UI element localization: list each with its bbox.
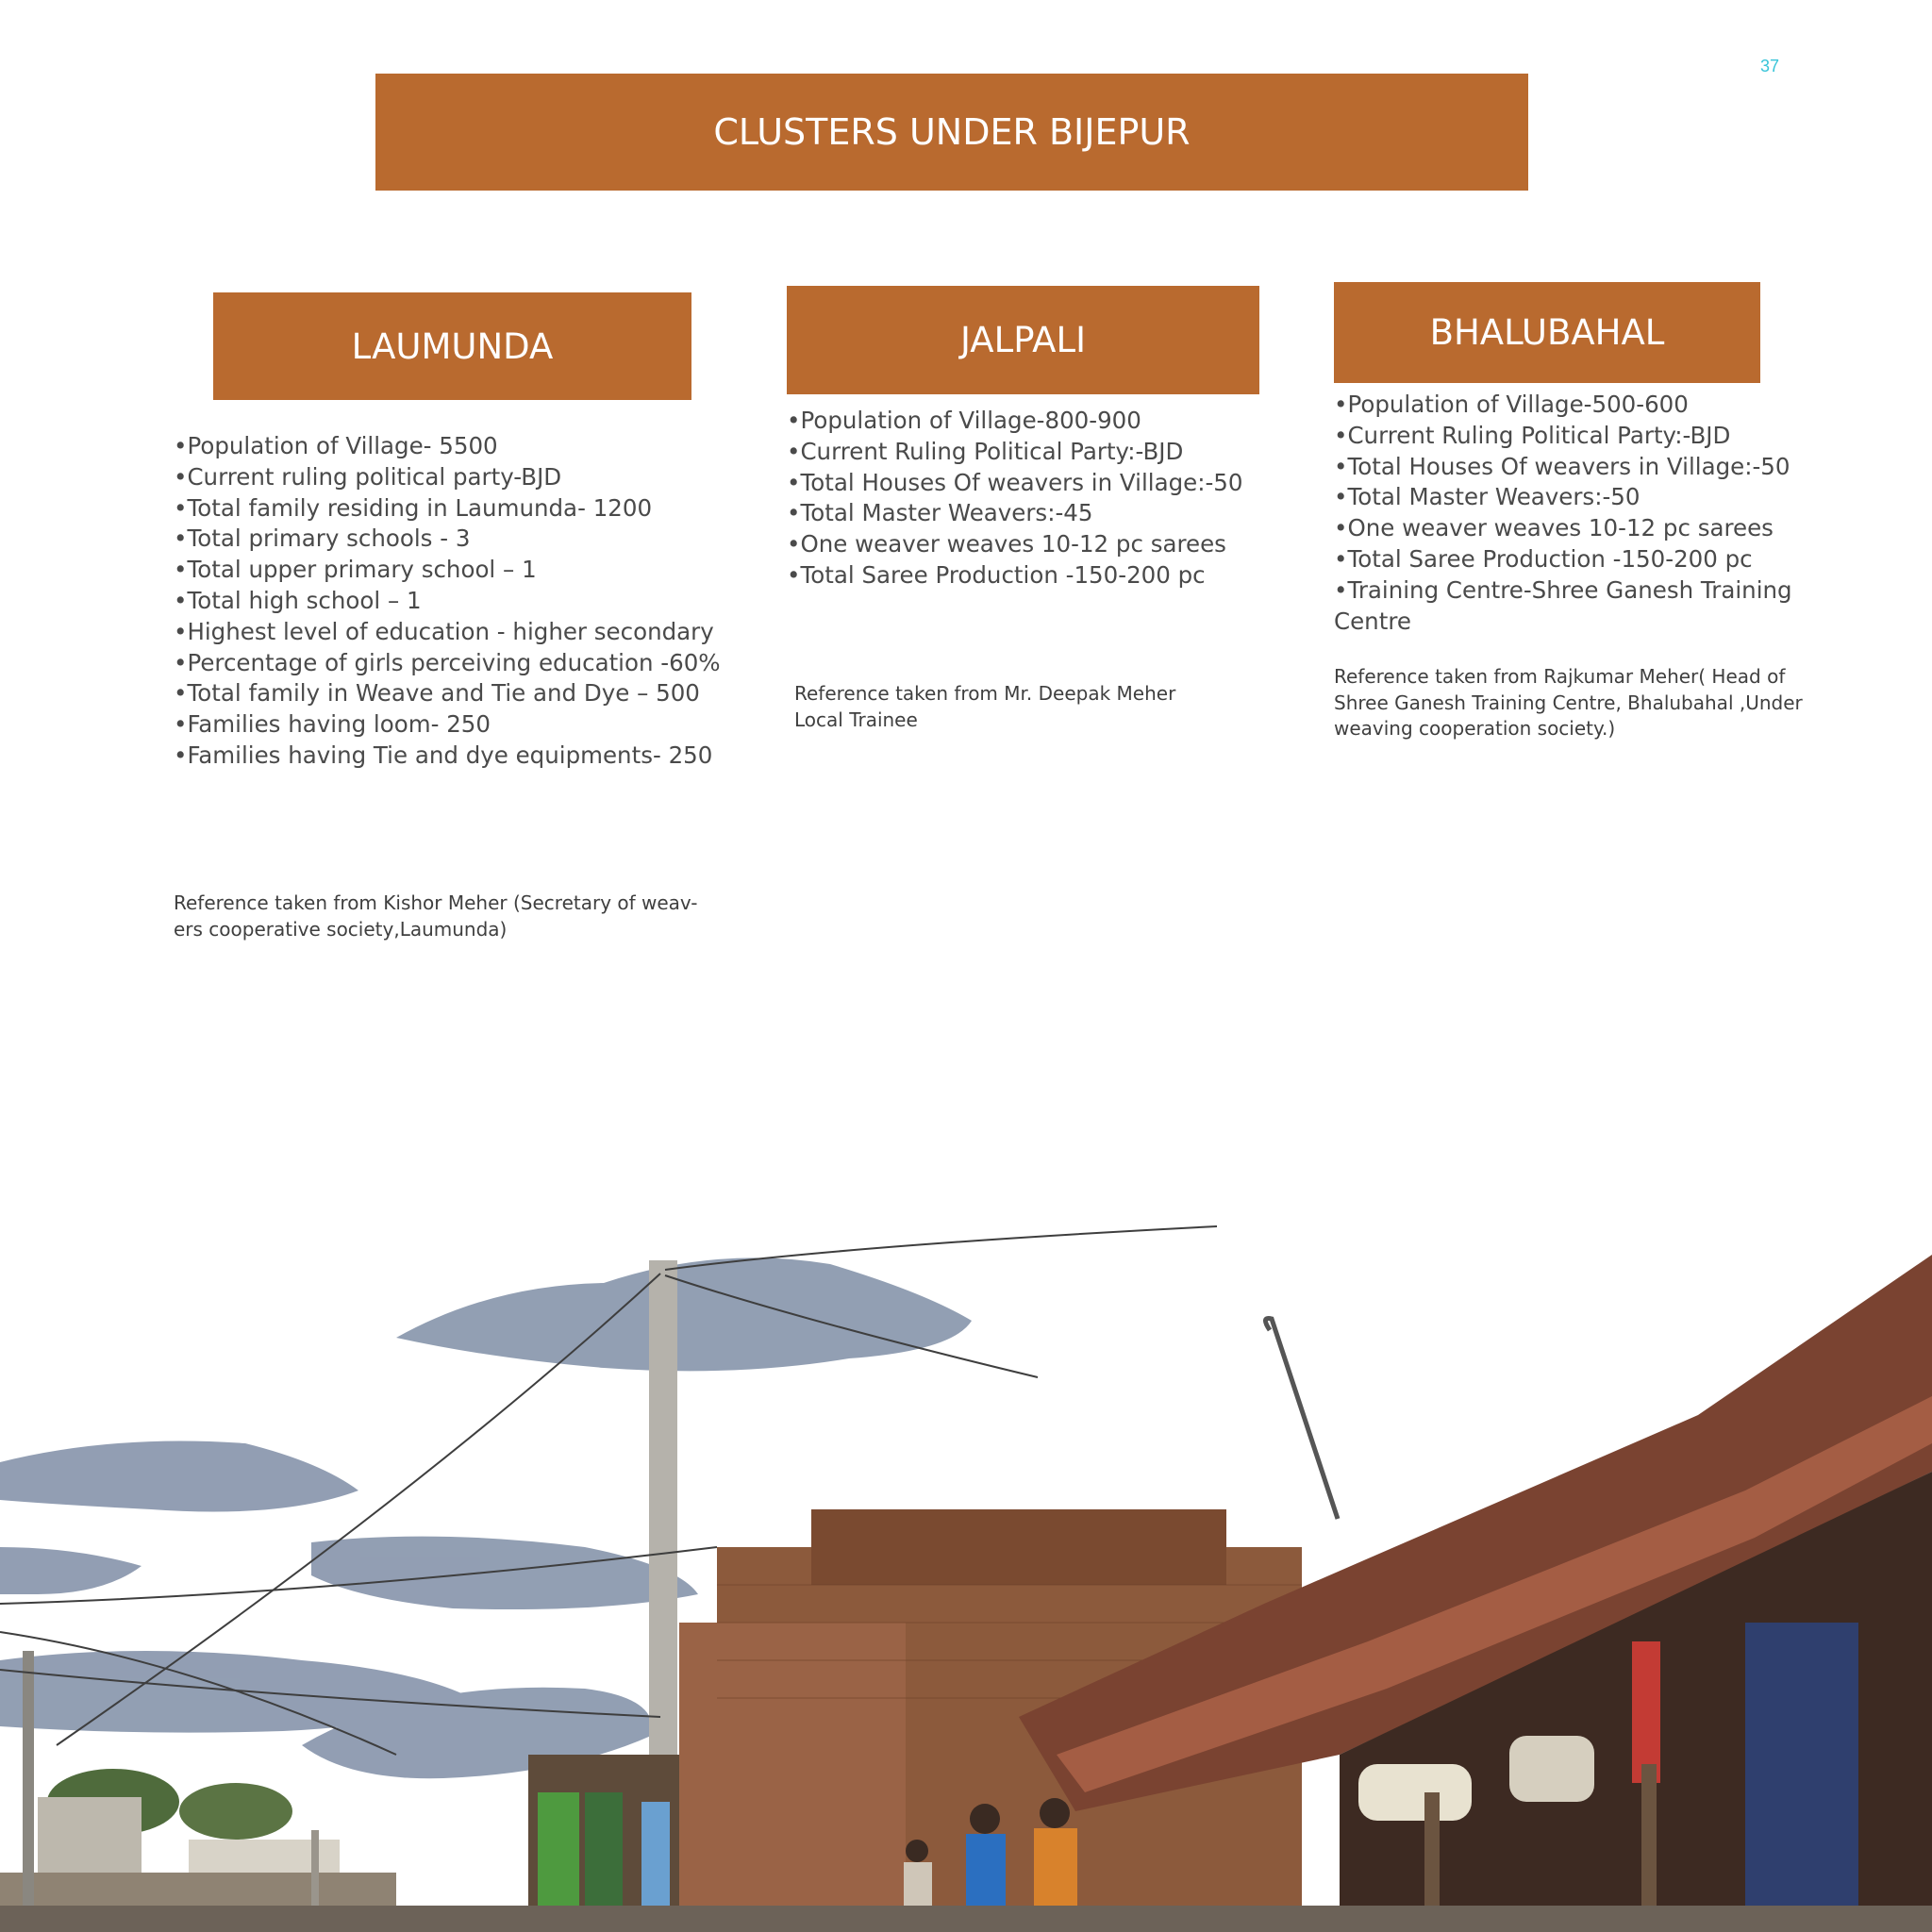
fact-item: • Total Master Weavers:-45 <box>787 498 1277 529</box>
fact-item: • One weaver weaves 10-12 pc sarees <box>1334 513 1824 544</box>
reference-note-laumunda <box>174 891 711 942</box>
cluster-facts-laumunda <box>174 431 758 772</box>
fact-item: • Population of Village-800-900 <box>787 406 1277 437</box>
fact-item: • Percentage of girls perceiving education -60% <box>174 648 758 679</box>
page-title: CLUSTERS UNDER BIJEPUR <box>375 74 1528 191</box>
reference-line: weaving cooperation society.) <box>1334 717 1616 740</box>
fact-item: • Total Saree Production -150-200 pc <box>787 560 1277 591</box>
reference-line: Local Trainee <box>794 708 918 731</box>
cluster-facts-bhalubahal <box>1334 390 1824 637</box>
reference-line: Shree Ganesh Training Centre, Bhalubahal ,Under <box>1334 691 1803 714</box>
fact-item: • Total Saree Production -150-200 pc <box>1334 544 1824 575</box>
fact-item: • Total upper primary school – 1 <box>174 555 758 586</box>
cluster-heading-laumunda: LAUMUNDA <box>213 292 691 400</box>
fact-item: • One weaver weaves 10-12 pc sarees <box>787 529 1277 560</box>
cluster-heading-jalpali: JALPALI <box>787 286 1259 394</box>
fact-item: • Families having loom- 250 <box>174 709 758 741</box>
fact-item: • Current Ruling Political Party:-BJD <box>787 437 1277 468</box>
fact-item: • Current ruling political party-BJD <box>174 462 758 493</box>
fact-item: • Training Centre-Shree Ganesh Training Centre <box>1334 575 1824 638</box>
fact-item: • Population of Village- 5500 <box>174 431 758 462</box>
fact-item: • Total family in Weave and Tie and Dye – 500 <box>174 678 758 709</box>
page-number: 37 <box>1760 57 1780 75</box>
reference-note-bhalubahal <box>1334 664 1824 742</box>
fact-item: • Highest level of education - higher secondary <box>174 617 758 648</box>
fact-item: • Total family residing in Laumunda- 1200 <box>174 493 758 525</box>
cluster-facts-jalpali <box>787 406 1277 591</box>
fact-item: • Current Ruling Political Party:-BJD <box>1334 421 1824 452</box>
cluster-heading-bhalubahal: BHALUBAHAL <box>1334 282 1760 383</box>
fact-item: • Total Houses Of weavers in Village:-50 <box>1334 452 1824 483</box>
reference-line: Reference taken from Mr. Deepak Meher <box>794 682 1176 705</box>
reference-note-jalpali <box>794 681 1228 733</box>
fact-item: • Total primary schools - 3 <box>174 524 758 555</box>
village-street-photo <box>0 943 1932 1932</box>
reference-line: Reference taken from Rajkumar Meher( Head of <box>1334 665 1786 688</box>
fact-item: • Total Master Weavers:-50 <box>1334 482 1824 513</box>
reference-line: ers cooperative society,Laumunda) <box>174 917 508 941</box>
reference-line: Reference taken from Kishor Meher (Secretary of weav- <box>174 891 698 914</box>
fact-item: • Population of Village-500-600 <box>1334 390 1824 421</box>
fact-item: • Families having Tie and dye equipments- 250 <box>174 741 758 772</box>
fact-item: • Total Houses Of weavers in Village:-50 <box>787 468 1277 499</box>
fact-item: • Total high school – 1 <box>174 586 758 617</box>
